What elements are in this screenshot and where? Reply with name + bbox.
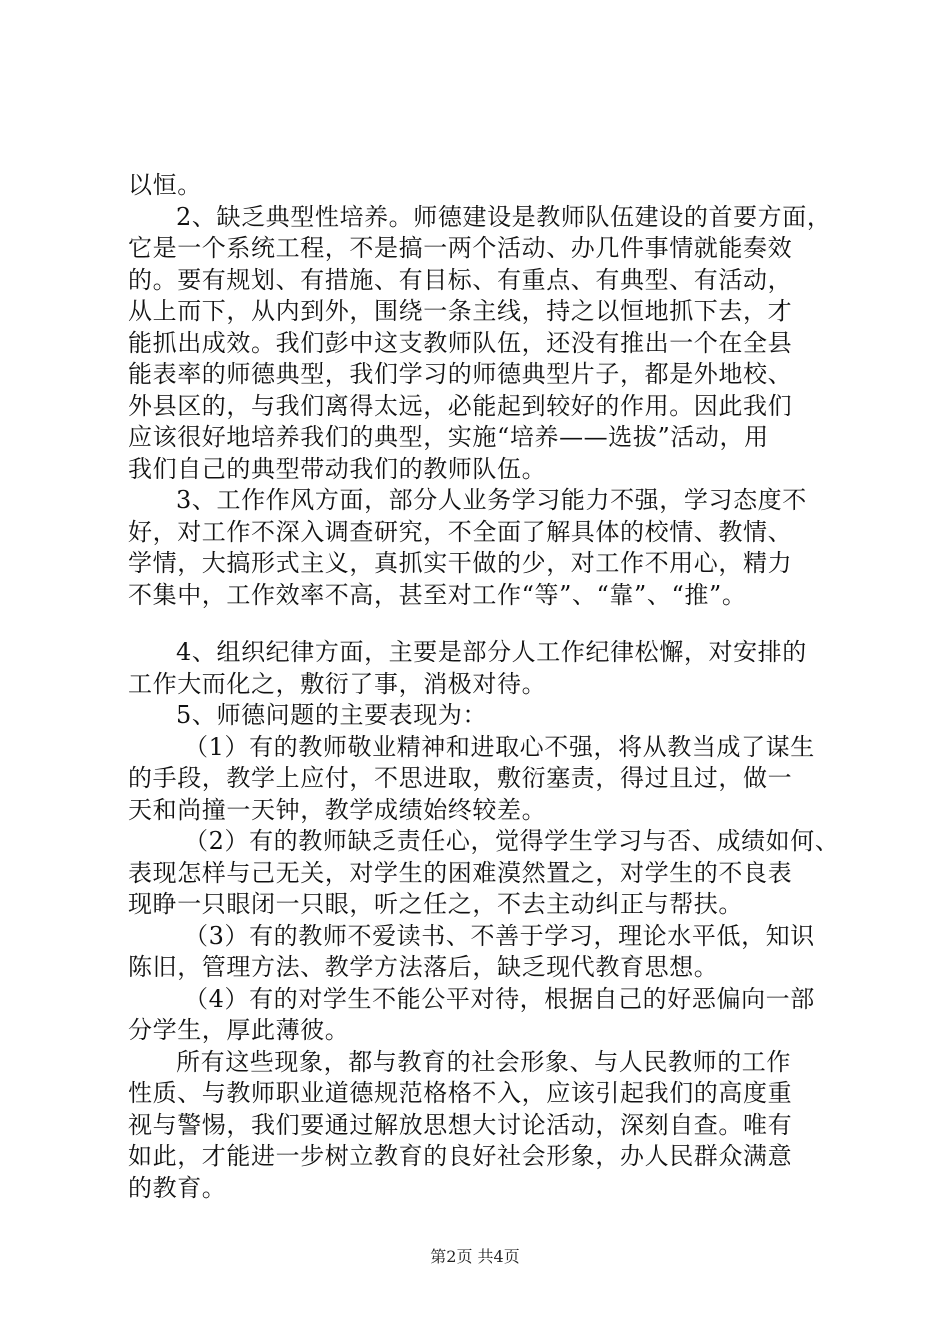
- text-line: 外县区的，与我们离得太远，必能起到较好的作用。因此我们: [128, 391, 793, 420]
- text-line: （3）有的教师不爱读书、不善于学习，理论水平低，知识: [184, 921, 815, 950]
- text-line: 4、组织纪律方面，主要是部分人工作纪律松懈，对安排的: [176, 638, 807, 666]
- text-line: 它是一个系统工程，不是搞一两个活动、办几件事情就能奏效: [128, 234, 793, 262]
- text-line: 2、缺乏典型性培养。师德建设是教师队伍建设的首要方面，: [176, 202, 832, 231]
- text-line: 表现怎样与己无关，对学生的困难漠然置之，对学生的不良表: [128, 858, 793, 887]
- text-line: 如此，才能进一步树立教育的良好社会形象，办人民群众满意: [128, 1142, 793, 1170]
- text-line: 不集中，工作效率不高，甚至对工作“等”、“靠”、“推”。: [128, 580, 747, 609]
- text-line: （1）有的教师敬业精神和进取心不强，将从教当成了谋生: [184, 732, 815, 761]
- page-footer: [0, 1244, 950, 1267]
- text-line: （2）有的教师缺乏责任心，觉得学生学习与否、成绩如何、: [184, 827, 840, 855]
- text-line: 应该很好地培养我们的典型，实施“培养——选拔”活动，用: [128, 423, 769, 451]
- text-line: 现睁一只眼闭一只眼，听之任之，不去主动纠正与帮扶。: [128, 890, 743, 918]
- text-line: 工作大而化之，敷衍了事，消极对待。: [128, 669, 547, 698]
- text-line: 好，对工作不深入调查研究，不全面了解具体的校情、教情、: [128, 517, 793, 546]
- paragraph-gap: [128, 611, 858, 637]
- text-line: 能抓出成效。我们彭中这支教师队伍，还没有推出一个在全县: [128, 328, 793, 357]
- page-number-label: 第2页 共4页: [430, 1247, 520, 1266]
- text-line: 3、工作作风方面，部分人业务学习能力不强，学习态度不: [176, 486, 807, 514]
- text-line: 的教育。: [128, 1173, 227, 1202]
- text-line: 性质、与教师职业道德规范格格不入，应该引起我们的高度重: [128, 1079, 793, 1107]
- text-line: 陈旧，管理方法、教学方法落后，缺乏现代教育思想。: [128, 953, 719, 981]
- text-line: 分学生，厚此薄彼。: [128, 1016, 350, 1044]
- text-line: 的手段，教学上应付，不思进取，敷衍塞责，得过且过，做一: [128, 764, 793, 792]
- text-line: 所有这些现象，都与教育的社会形象、与人民教师的工作: [176, 1047, 791, 1076]
- text-line: （4）有的对学生不能公平对待，根据自己的好恶偏向一部: [184, 984, 815, 1013]
- text-line: 5、师德问题的主要表现为：: [176, 701, 488, 729]
- text-line: 我们自己的典型带动我们的教师队伍。: [128, 454, 547, 483]
- document-body: [128, 170, 858, 1204]
- text-line: 从上而下，从内到外，围绕一条主线，持之以恒地抓下去，才: [128, 297, 793, 325]
- text-line: 天和尚撞一天钟，教学成绩始终较差。: [128, 795, 547, 824]
- text-line: 以恒。: [128, 171, 202, 199]
- text-line: 的。要有规划、有措施、有目标、有重点、有典型、有活动，: [128, 265, 793, 294]
- text-line: 能表率的师德典型，我们学习的师德典型片子，都是外地校、: [128, 360, 793, 388]
- text-line: 视与警惕，我们要通过解放思想大讨论活动，深刻自查。唯有: [128, 1110, 793, 1139]
- text-line: 学情，大搞形式主义，真抓实干做的少，对工作不用心，精力: [128, 549, 793, 577]
